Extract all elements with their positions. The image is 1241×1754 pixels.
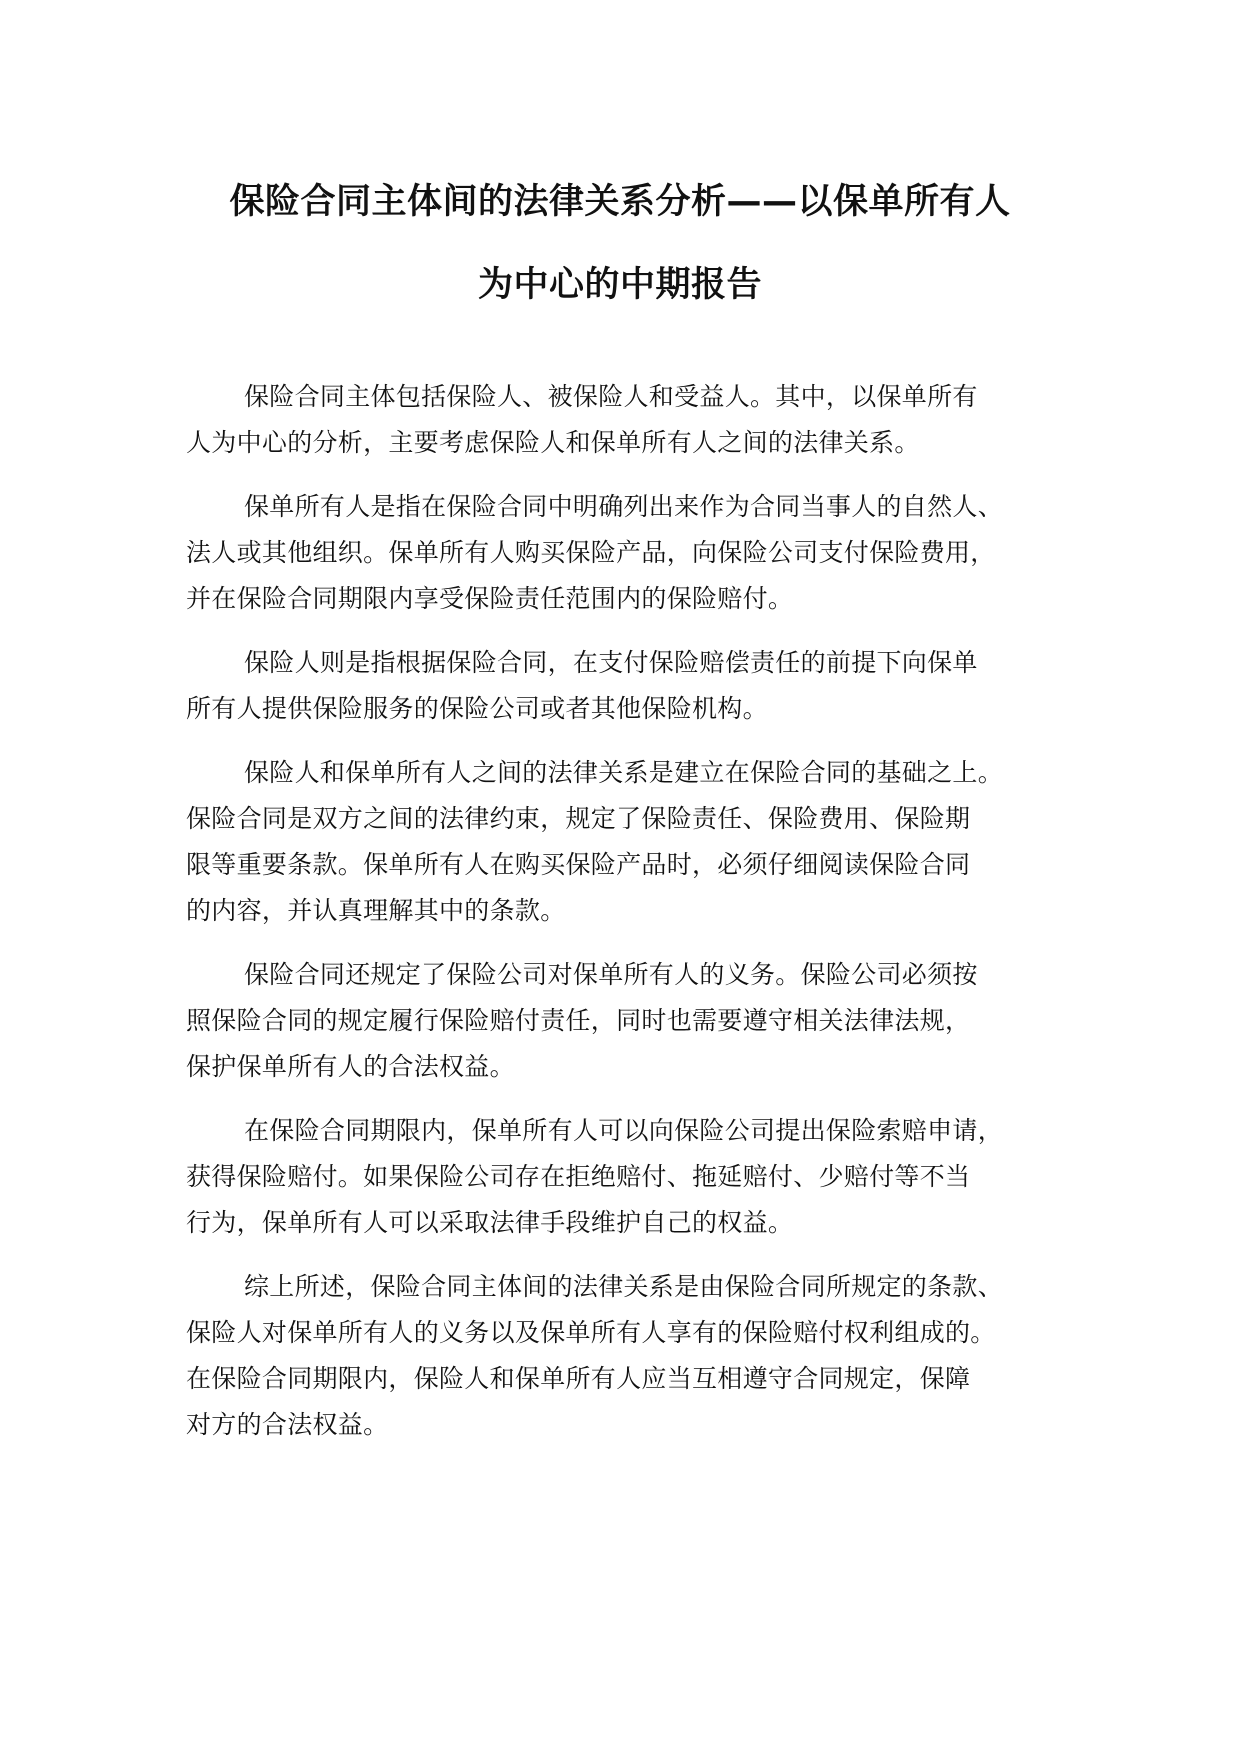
paragraph-line: 并在保险合同期限内享受保险责任范围内的保险赔付。 xyxy=(186,584,794,613)
paragraph-line: 对方的合法权益。 xyxy=(186,1410,389,1439)
paragraph-line: 所有人提供保险服务的保险公司或者其他保险机构。 xyxy=(186,694,768,723)
paragraph-3 xyxy=(186,640,1076,732)
paragraph-line: 保险合同还规定了保险公司对保单所有人的义务。保险公司必须按 xyxy=(244,960,978,989)
paragraph-line: 照保险合同的规定履行保险赔付责任，同时也需要遵守相关法律法规， xyxy=(186,1006,971,1035)
paragraph-line: 保护保单所有人的合法权益。 xyxy=(186,1052,515,1081)
paragraph-4 xyxy=(186,750,1076,934)
paragraph-line: 行为，保单所有人可以采取法律手段维护自己的权益。 xyxy=(186,1208,794,1237)
paragraph-line: 的内容，并认真理解其中的条款。 xyxy=(186,896,566,925)
paragraph-line: 在保险合同期限内，保单所有人可以向保险公司提出保险索赔申请， xyxy=(244,1116,1004,1145)
paragraph-2 xyxy=(186,484,1076,622)
document-title-line-2: 为中心的中期报告 xyxy=(477,265,762,305)
paragraph-line: 保险合同是双方之间的法律约束，规定了保险责任、保险费用、保险期 xyxy=(186,804,971,833)
paragraph-line: 获得保险赔付。如果保险公司存在拒绝赔付、拖延赔付、少赔付等不当 xyxy=(186,1162,971,1191)
paragraph-line: 人为中心的分析，主要考虑保险人和保单所有人之间的法律关系。 xyxy=(186,428,920,457)
paragraph-line: 限等重要条款。保单所有人在购买保险产品时，必须仔细阅读保险合同 xyxy=(186,850,971,879)
paragraph-5 xyxy=(186,952,1076,1090)
paragraph-line: 保险合同主体包括保险人、被保险人和受益人。其中，以保单所有 xyxy=(244,382,978,411)
paragraph-line: 法人或其他组织。保单所有人购买保险产品，向保险公司支付保险费用， xyxy=(186,538,996,567)
paragraph-line: 综上所述，保险合同主体间的法律关系是由保险合同所规定的条款、 xyxy=(244,1272,1004,1301)
paragraph-line: 保险人对保单所有人的义务以及保单所有人享有的保险赔付权利组成的。 xyxy=(186,1318,996,1347)
paragraph-7 xyxy=(186,1264,1076,1448)
paragraph-line: 保险人和保单所有人之间的法律关系是建立在保险合同的基础之上。 xyxy=(244,758,1004,787)
document-title-line-1: 保险合同主体间的法律关系分析——以保单所有人 xyxy=(229,182,1011,222)
paragraph-line: 保单所有人是指在保险合同中明确列出来作为合同当事人的自然人、 xyxy=(244,492,1004,521)
paragraph-line: 在保险合同期限内，保险人和保单所有人应当互相遵守合同规定，保障 xyxy=(186,1364,971,1393)
paragraph-line: 保险人则是指根据保险合同，在支付保险赔偿责任的前提下向保单 xyxy=(244,648,978,677)
paragraph-1 xyxy=(186,374,1076,466)
paragraph-6 xyxy=(186,1108,1076,1246)
